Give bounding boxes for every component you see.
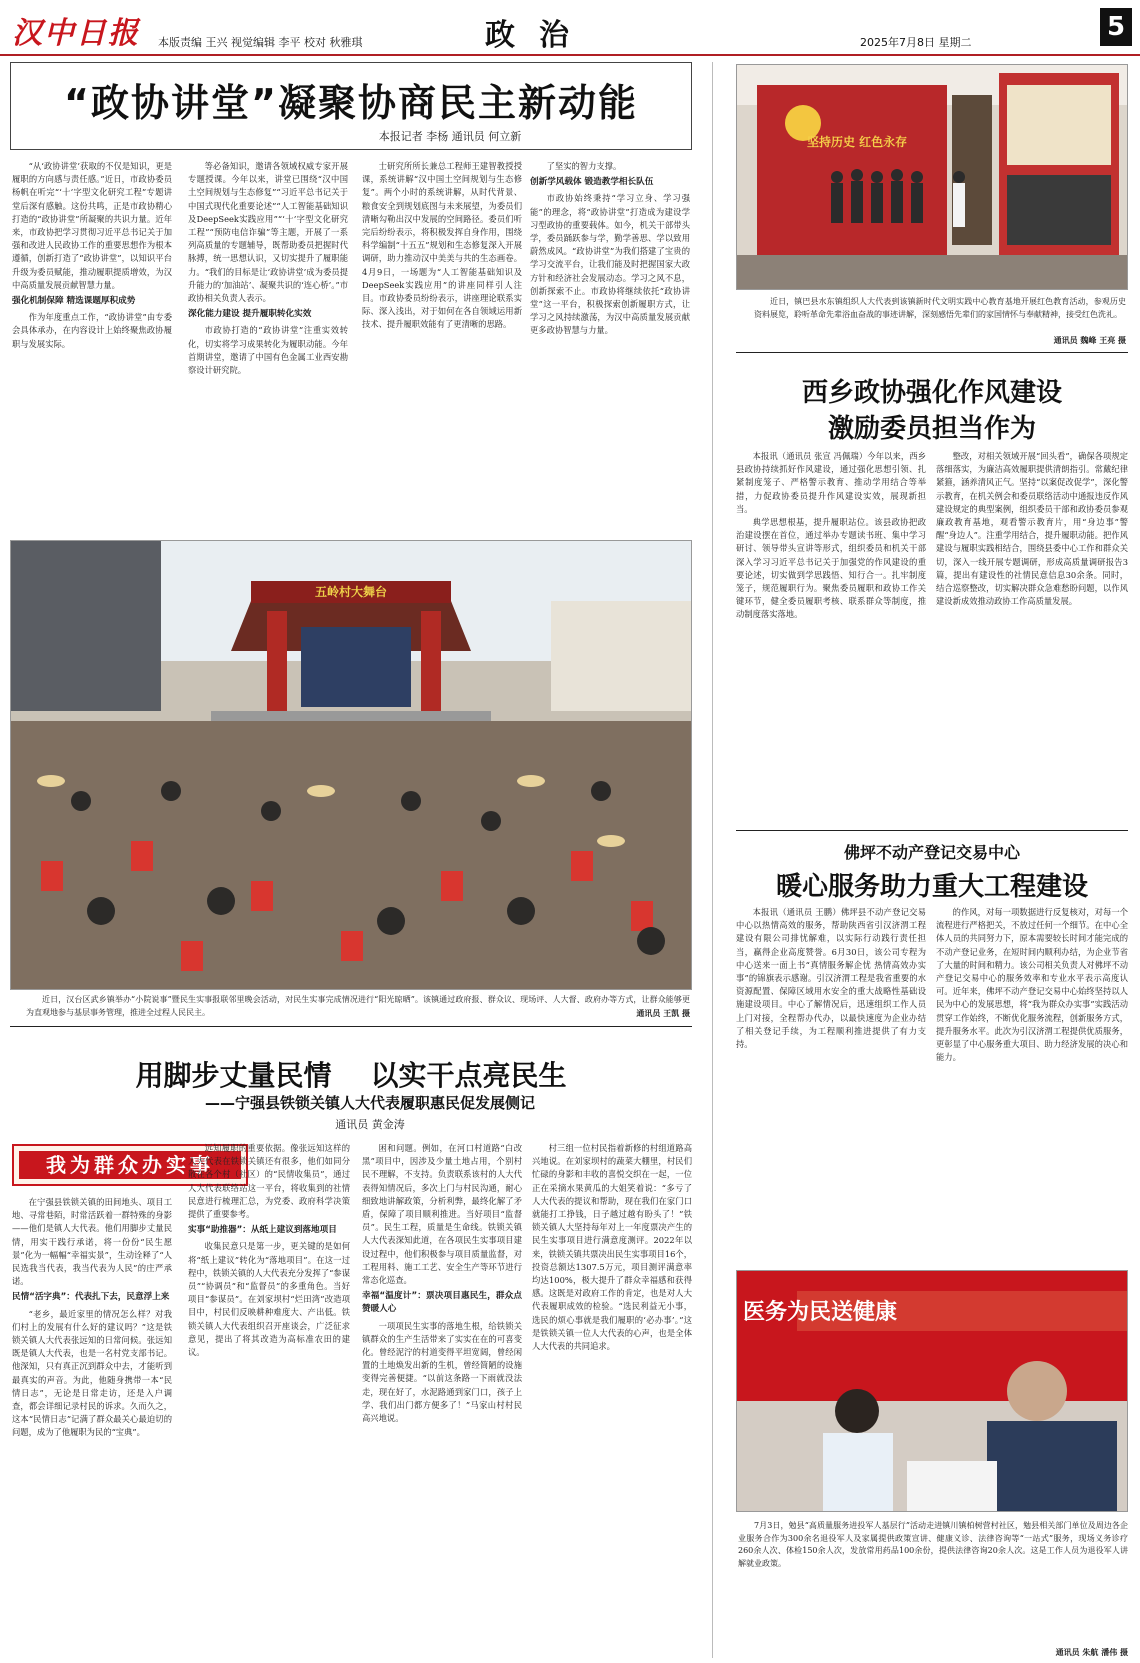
service-banner-text: 我为群众办实事 bbox=[19, 1151, 241, 1179]
paragraph: 典学思想根基，提升履职站位。该县政协把政治建设摆在首位，通过举办专题读书班、集中学习研讨、领导带头宣讲等形式，组织委员和机关干部深入学习习近平总书记关于加强党的作风建设的重要论述，切实做到学思践悟、知行合一。扎牢制度笼子，规范履职行为。聚焦委员履职和政协工作关键环节，健全委员履职考核、联系群众等制度，推动制度落实落地。 bbox=[736, 517, 926, 620]
column-divider bbox=[712, 62, 713, 1658]
paragraph: “从‘政协讲堂’获取的不仅是知识，更是履职的方向感与责任感。”近日，市政协委员杨帆在听完“‘十’字型文化研究工程”专题讲堂后深有感触。这份共鸣，正是市政协精心打造的“政协讲堂”所凝聚的共识力量。近年来，市政协把学习贯彻习近平总书记关于加强和改进人民政协工作的重要思想作为根本遵循，创新打造了“政协讲堂”，以知识平台升级为委员赋能，推动履职提质增效，为汉中高质量发展贡献智慧力量。 bbox=[12, 161, 172, 290]
article-4-col-4 bbox=[532, 1142, 692, 1654]
subheading: 深化能力建设 提升履职转化实效 bbox=[188, 309, 312, 320]
photo-1-caption: 近日，镇巴县水东镇组织人大代表到该镇新时代文明实践中心教育基地开展红色教育活动，参观历史资料展览，聆听革命先辈浴血奋战的事迹讲解，深刻感悟先辈们的家国情怀与奉献精神，接受红色洗礼。 bbox=[754, 297, 1126, 319]
paragraph: 远知履职的重要依据。像张远知这样的人大代表在铁锁关镇还有很多，他们如同分散在各个村（社区）的“民情收集员”，通过人大代表联络站这一平台，将收集到的社情民意进行梳理汇总，为党委、政府科学决策提供了重要参考。 bbox=[188, 1143, 350, 1220]
page-number: 5 bbox=[1100, 8, 1132, 46]
photo-2-caption: 近日，汉台区武乡镇举办“小院说事”暨民生实事报联邻里晚会活动，对民生实事完成情况进行“阳光晾晒”。该镇通过政府报、群众议、现场评、人大督、政府办等方式，让群众能够更为直观地参与基层事务管理，推进全过程人民民主。 bbox=[26, 995, 690, 1017]
article-4-byline: 通讯员 黄金涛 bbox=[335, 1118, 405, 1131]
article-1-col-4 bbox=[530, 160, 690, 492]
photo-2-image bbox=[11, 541, 692, 990]
article-4-col-2 bbox=[188, 1142, 350, 1654]
subheading: 强化机制保障 精选课题厚积成势 bbox=[12, 296, 136, 307]
article-4-headline-1: 用脚步丈量民情 以实干点亮民生 bbox=[135, 1059, 567, 1092]
paragraph: 的作风，对每一项数据进行反复核对，对每一个流程进行严格把关，不放过任何一个细节。在中心全体人员的共同努力下，原本需要较长时间才能完成的不动产登记业务，在短时间内顺利办结，为企业节省了大量的时间和精力。该公司相关负责人对佛坪不动产登记交易中心的服务效率和专业水平表示高度认可。近年来，佛坪不动产登记交易中心始终坚持以人民为中心的发展思想，将“我为群众办实事”实践活动贯穿工作始终，不断优化服务流程，创新服务方式，提升服务水平。此次为引汉济渭工程提供优质服务，更彰显了中心服务重大项目、助力经济发展的决心和能力。 bbox=[936, 907, 1128, 1063]
paragraph: 本报讯（通讯员 张宣 冯佩瑞）今年以来，西乡县政协持续抓好作风建设，通过强化思想引领、扎紧制度笼子、严格警示教育、推动学用结合等举措，力促政协委员提升作风建设实效，展现新担当。 bbox=[736, 451, 926, 514]
paragraph: 市政协始终秉持“学习立身、学习强能”的理念，将“政协讲堂”打造成为建设学习型政协的重要载体。如今，机关干部带头学，委员踊跃参与学，勤学善思、学以致用蔚然成风。“政协讲堂”为我们搭建了宝贵的学习交流平台，让我们能及时把握国家大政方针和经济社会发展动态。学习之风不息，创新探索不止。市政协将继续依托“政协讲堂”这一平台，积极探索创新履职方式，让学习之风持续激荡，为汉中高质量发展贡献更多政协智慧与力量。 bbox=[530, 193, 690, 336]
article-4-col-3 bbox=[362, 1142, 522, 1654]
photo-2-credit: 通讯员 王凯 摄 bbox=[636, 1008, 690, 1018]
paragraph: 困和问题。例如，在河口村道路“白改黑”项目中，因涉及少量土地占用，个别村民不理解，不支持。负责联系该村的人大代表得知情况后，多次上门与村民沟通，耐心细致地讲解政策，分析利弊，最终化解了矛盾，保障了项目顺利推进。当好项目“监督员”。民生工程，质量是生命线。铁锁关镇人大代表深知此道，在各项民生实事项目建设过程中，他们积极参与项目质量监督，对工程用料、施工工艺、安全生产等环节进行常态化巡查。 bbox=[362, 1143, 522, 1286]
article-2-headline-2: 激励委员担当作为 bbox=[827, 414, 1036, 444]
newspaper-logo: 汉中日报 bbox=[12, 16, 140, 51]
photo-medical-service bbox=[736, 1270, 1128, 1512]
article-4-headline-2: ——宁强县铁锁关镇人大代表履职惠民促发展侧记 bbox=[204, 1094, 535, 1112]
subheading: 创新学风载体 锻造教学相长队伍 bbox=[530, 177, 654, 188]
photo-village-stage bbox=[10, 540, 692, 990]
divider bbox=[736, 830, 1128, 831]
paragraph: 本报讯（通讯员 王鹏）佛坪县不动产登记交易中心以热情高效的服务，帮助陕西省引汉济渭工程建设有限公司排忧解难，以实际行动践行责任担当，赢得企业高度赞誉。6月30日，该公司专程为中心送来一面上书“真情服务解企忧 热情高效办实事”的锦旗表示感谢。引汉济渭工程是我省重要的水资源配置、保障区域用水安全的重大战略性基础设施建设项目。中心了解情况后，迅速组织工作人员上门对接，全程帮办代办，以最快速度为企业办结了相关登记手续，为工程顺利推进提供了有力支持。 bbox=[736, 907, 926, 1050]
photo-1-credit: 通讯员 魏峰 王亮 摄 bbox=[1053, 335, 1126, 345]
section-title: 政治 bbox=[485, 18, 593, 53]
divider bbox=[736, 352, 1128, 353]
subheading: 实事“助推器”：从纸上建议到落地项目 bbox=[188, 1225, 337, 1236]
photo-3-banner-text: 医务为民送健康 bbox=[743, 1300, 898, 1325]
photo-3-caption: 7月3日，勉县“高质量服务进投军人基层行”活动走进镇川镇柏树营村社区，勉县相关部门单位及周边各企业服务合作为300余名退役军人及家属提供政策宣讲、健康义诊、法律咨询等“一站式”服务，现场义务诊疗260余人次、体检150余人次，发放常用药品100余份，提供法律咨询20余人次。这是工作人员为退役军人讲解就业政策。 bbox=[738, 1521, 1128, 1568]
article-1-col-2 bbox=[188, 160, 348, 492]
paragraph: 作为年度重点工作，“政协讲堂”由专委会具体承办，在内容设计上始终聚焦政协履职与发展实际。 bbox=[12, 312, 172, 349]
photo-1-banner-text: 坚持历史 红色永存 bbox=[807, 135, 908, 149]
photo-3-credit: 通讯员 朱航 潘伟 摄 bbox=[1055, 1647, 1128, 1657]
paragraph: 一项项民生实事的落地生根，给铁锁关镇群众的生产生活带来了实实在在的可喜变化。曾经泥泞的村道变得平坦宽阔，曾经闲置的土地焕发出新的生机，曾经简陋的设施变得完善便捷。“以前这条路一下雨就没法走，现在好了，水泥路通到家门口，孩子上学、我们出门都方便多了！”马家山村村民高兴地说。 bbox=[362, 1320, 522, 1424]
article-2-col-2 bbox=[936, 450, 1128, 812]
paragraph: 等必备知识，邀请各领域权威专家开展专题授课。今年以来，讲堂已围绕“汉中国土空间规划与生态修复”“习近平总书记关于中国式现代化重要论述”“人工智能基础知识及DeepSeek实践应用”“‘十’字型文化研究工程”“预防电信诈骗”等主题，开展了一系列高质量的专题辅导，既帮助委员把握时代脉搏，统一思想认识，又切实提升了履职能力。“我们的目标是让‘政协讲堂’成为委员提升能力的‘加油站’、凝聚共识的‘连心桥’。”市政协相关负责人表示。 bbox=[188, 161, 348, 304]
article-1-byline: 本报记者 李杨 通讯员 何立新 bbox=[378, 130, 522, 143]
article-3-headline-1: 佛坪不动产登记交易中心 bbox=[843, 843, 1020, 862]
paragraph: 士研究所所长兼总工程师王建智教授授课，系统讲解“汉中国土空间规划与生态修复”。两个小时的系统讲解，从时代背景、粮食安全到规划底图与未来展望，为委员们清晰勾勒出汉中发展的空间路径。委员们听完后纷纷表示，将积极发挥自身作用，围绕科学编制“十五五”规划和生态修复深入开展调研，助力推动汉中美美与共的生态画卷。4月9日，一场题为“人工智能基础知识及DeepSeek实践应用”的讲座同样引人注目。市政协委员纷纷表示，讲座理论联系实际、深入浅出，对于如何在各自领域运用新技术、提升履职效能有了更清晰的思路。 bbox=[362, 161, 522, 330]
article-3-headline-2: 暖心服务助力重大工程建设 bbox=[775, 872, 1088, 902]
subheading: 民情“活字典”：代表扎下去，民意浮上来 bbox=[12, 1292, 170, 1303]
paragraph: 村三组一位村民指着新修的村组道路高兴地说。在刘家坝村的蔬菜大棚里，村民们忙碌的身影和丰收的喜悦交织在一起，一位正在采摘水果黄瓜的大姐笑着说：“多亏了人大代表的提议和帮助，现在我们在家门口就能打工挣钱，日子越过越有盼头了！”铁锁关镇人大坚持每年对上一年度票决产生的民生实事项目进行满意度测评。2022年以来，铁锁关镇共票决出民生实事项目16个，投资总额达1307.5万元，项目测评满意率均达100%，极大提升了群众幸福感和获得感。这既是对政府工作的肯定，也是对人大代表履职成效的检验。“选民利益无小事，选民的烦心事就是我们履职的‘必办事’。”这是铁锁关镇一位人大代表的心声，也是全体人大代表的共同追求。 bbox=[532, 1143, 692, 1352]
paragraph: 了坚实的智力支撑。 bbox=[546, 161, 622, 171]
article-2-col-1 bbox=[736, 450, 926, 812]
subheading: 幸福“温度计”：票决项目惠民生，群众点赞暖人心 bbox=[362, 1291, 522, 1315]
paragraph: 收集民意只是第一步，更关键的是如何将“纸上建议”转化为“落地项目”。在这一过程中，铁锁关镇的人大代表充分发挥了“参谋员”“协调员”和“监督员”的多重角色。当好项目“参谋员”。在刘家坝村“烂田湾”改造项目中，村民们反映耕种难度大、产出低。铁锁关镇人大代表组织召开座谈会，广泛征求意见，提出了将其改造为高标准农田的建议。 bbox=[188, 1241, 350, 1358]
article-1-col-3 bbox=[362, 160, 522, 492]
article-2-headline-1: 西乡政协强化作风建设 bbox=[801, 378, 1062, 408]
photo-1-image bbox=[737, 65, 1128, 290]
divider bbox=[10, 1026, 692, 1027]
article-3-col-1 bbox=[736, 906, 926, 1252]
article-1-headline: “政协讲堂”凝聚协商民主新动能 bbox=[64, 81, 638, 125]
photo-red-education-base bbox=[736, 64, 1128, 290]
photo-2-stage-text: 五岭村大舞台 bbox=[314, 585, 387, 599]
paragraph: “老乡，最近家里的情况怎么样？对我们村上的发展有什么好的建议吗？”这是铁锁关镇人大代表张远知的日常问候。张远知既是镇人大代表，也是一名村党支部书记。他深知，只有真正沉到群众中去，才能听到最真实的声音。为此，他随身携带一本“民情日志”，无论是日常走访，还是入户调查，都会详细记录村民的诉求。久而久之，这本“民情日志”记满了群众最关心最迫切的问题，成为了他履职为民的“宝典”。 bbox=[12, 1308, 172, 1438]
issue-date: 2025年7月8日 星期二 bbox=[860, 36, 972, 49]
article-3-col-2 bbox=[936, 906, 1128, 1252]
editors-line: 本版责编 王兴 视觉编辑 李平 校对 秋雅琪 bbox=[158, 36, 363, 49]
paragraph: 在宁强县铁锁关镇的田间地头、项目工地、寻常巷陌，时常活跃着一群特殊的身影——他们是镇人大代表。他们用脚步丈量民情，用实干践行承诺，将一份份“民生愿景”化为一幅幅“幸福实景”，生动诠释了“人民选我当代表，我当代表为人民”的庄严承诺。 bbox=[12, 1197, 172, 1287]
article-4-col-1 bbox=[12, 1196, 172, 1654]
paragraph: 整改，对相关领域开展“回头看”，确保各项规定落细落实，为廉洁高效履职提供清朗指引。常戴纪律紧箍，涵养清风正气。坚持“以案促改促学”，深化警示教育，在机关例会和委员联络活动中通报违反作风建设规定的典型案例，组织委员干部和政协委员参观廉政教育基地，观看警示教育片，用“身边事”警醒“身边人”。注重学用结合，提升履职动能。把作风建设与履职实践相结合，围绕县委中心工作和群众关切，深入一线开展专题调研，形成高质量调研报告3篇，提出有建设性的社情民意信息30余条。同时，结合巡察整改，切实解决群众急难愁盼问题，以作风建设新成效推动政协工作高质量发展。 bbox=[936, 451, 1128, 607]
paragraph: 市政协打造的“政协讲堂”注重实效转化，切实将学习成果转化为履职动能。今年首期讲堂，邀请了中国有色金属工业西安勘察设计研究院。 bbox=[188, 325, 348, 376]
article-1-col-1 bbox=[12, 160, 172, 492]
